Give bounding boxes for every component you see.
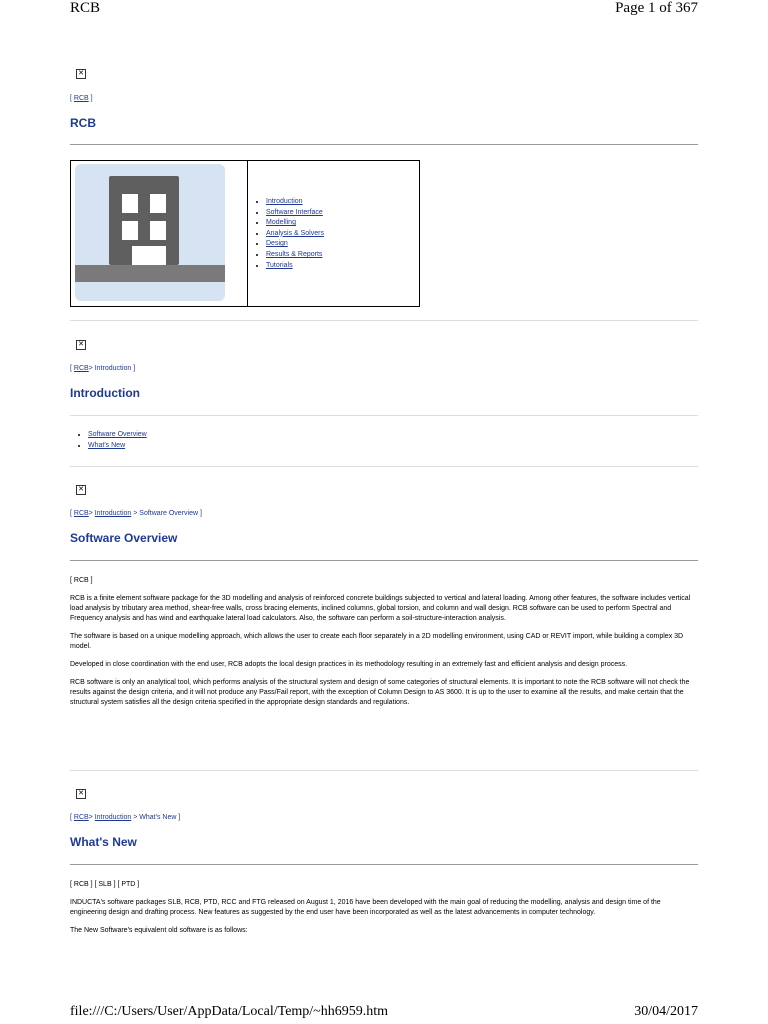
- paragraph: The New Software's equivalent old software is as follows:: [70, 927, 248, 934]
- list-item: [266, 250, 419, 261]
- list-item: [88, 430, 147, 441]
- paragraph: Developed in close coordination with the end user, RCB adopts the local design practices in its methodology resulting in an extremely fast and efficient analysis and design process.: [70, 661, 628, 668]
- list-item: [266, 218, 419, 229]
- section-title-rcb: RCB: [70, 116, 96, 130]
- software-overview-body: [70, 576, 698, 716]
- paragraph: RCB is a finite element software package for the 3D modelling and analysis of reinforced concrete buildings subjected to vertical and lateral loading. Among other features, the software includes vertical load analysis by tributary area method, shear-free walls, cross bracing elements, inclined columns, global torsion, and column and wall design. RCB software can be used to perform Spectral and Frequency analysis and has wind and earthquake lateral load calculators. Also, the software can perform a soil-structure-interaction analysis.: [70, 595, 691, 622]
- rcb-topic-list: [248, 197, 419, 271]
- divider: [70, 864, 698, 865]
- breadcrumb-link-rcb[interactable]: RCB: [73, 510, 89, 517]
- list-item: [266, 261, 419, 272]
- breadcrumb-link-rcb[interactable]: RCB: [73, 95, 89, 102]
- whats-new-body: [70, 880, 698, 944]
- header-title: RCB: [70, 0, 101, 16]
- link-tutorials[interactable]: Tutorials: [266, 261, 293, 269]
- page-header: [70, 0, 698, 24]
- breadcrumb-link-introduction[interactable]: Introduction: [94, 814, 132, 821]
- breadcrumb-link-rcb[interactable]: RCB: [73, 365, 89, 372]
- section-title-introduction: Introduction: [70, 386, 140, 400]
- breadcrumb-link-rcb[interactable]: RCB: [73, 814, 89, 821]
- link-whats-new[interactable]: What's New: [88, 441, 126, 449]
- list-item: [266, 229, 419, 240]
- breadcrumb-software-overview: [ RCB> Introduction > Software Overview ]: [70, 510, 202, 517]
- product-tag: [ RCB ] [ SLB ] [ PTD ]: [70, 881, 140, 888]
- building-icon: [75, 164, 225, 301]
- broken-image-icon: ✕: [76, 340, 86, 350]
- divider: [70, 144, 698, 145]
- broken-image-icon: ✕: [76, 69, 86, 79]
- paragraph: INDUCTA's software packages SLB, RCB, PTD, RCC and FTG released on August 1, 2016 have been developed with the main goal of reducing the modelling, analysis and design time of the engineering design and drafting process. New features as suggested by the end user have been incorporated as well as the latest advancements in computer technology.: [70, 899, 661, 916]
- list-item: [266, 208, 419, 219]
- divider: [70, 770, 698, 771]
- section-title-whats-new: What's New: [70, 835, 137, 849]
- divider: [70, 466, 698, 467]
- link-analysis-solvers[interactable]: Analysis & Solvers: [266, 229, 324, 237]
- rcb-image-cell: [71, 161, 248, 306]
- rcb-overview-table: [70, 160, 420, 307]
- print-date: 30/04/2017: [634, 1004, 698, 1019]
- broken-image-icon: ✕: [76, 789, 86, 799]
- paragraph: RCB software is only an analytical tool, which performs analysis of the structural system and design of some categories of structural elements. It is important to note the RCB software will not check the results against the design criteria, and it will not produce any Pass/Fail report, with the exception of Column Design to AS 3600. It is up to the user to examine all the results, and make certain that the structural system satisfies all the design criteria specified in the appropriate design standards and regulations.: [70, 679, 690, 706]
- breadcrumb-introduction: [ RCB> Introduction ]: [70, 365, 136, 372]
- link-modelling[interactable]: Modelling: [266, 219, 296, 227]
- link-introduction[interactable]: Introduction: [266, 198, 303, 205]
- list-item: [88, 441, 147, 452]
- link-results-reports[interactable]: Results & Reports: [266, 250, 323, 258]
- link-design[interactable]: Design: [266, 240, 288, 248]
- file-path: file:///C:/Users/User/AppData/Local/Temp/~hh6959.htm: [70, 1004, 389, 1019]
- breadcrumb-whats-new: [ RCB> Introduction > What's New ]: [70, 814, 181, 821]
- broken-image-icon: ✕: [76, 485, 86, 495]
- page-footer: [70, 1002, 698, 1024]
- paragraph: The software is based on a unique modelling approach, which allows the user to create each floor separately in a 2D modelling environment, using CAD or REVIT import, while building a complex 3D model.: [70, 633, 684, 650]
- list-item: [266, 239, 419, 250]
- divider: [70, 320, 698, 321]
- link-software-interface[interactable]: Software Interface: [266, 208, 323, 216]
- page-number: Page 1 of 367: [615, 0, 698, 16]
- rcb-links-cell: [248, 161, 419, 306]
- breadcrumb-rcb: [ RCB ]: [70, 95, 93, 102]
- list-item: [266, 197, 419, 208]
- divider: [70, 560, 698, 561]
- divider: [70, 415, 698, 416]
- link-software-overview[interactable]: Software Overview: [88, 431, 147, 438]
- introduction-topic-list: [70, 430, 147, 451]
- breadcrumb-link-introduction[interactable]: Introduction: [94, 510, 132, 517]
- section-title-software-overview: Software Overview: [70, 531, 178, 545]
- product-tag: [ RCB ]: [70, 577, 93, 584]
